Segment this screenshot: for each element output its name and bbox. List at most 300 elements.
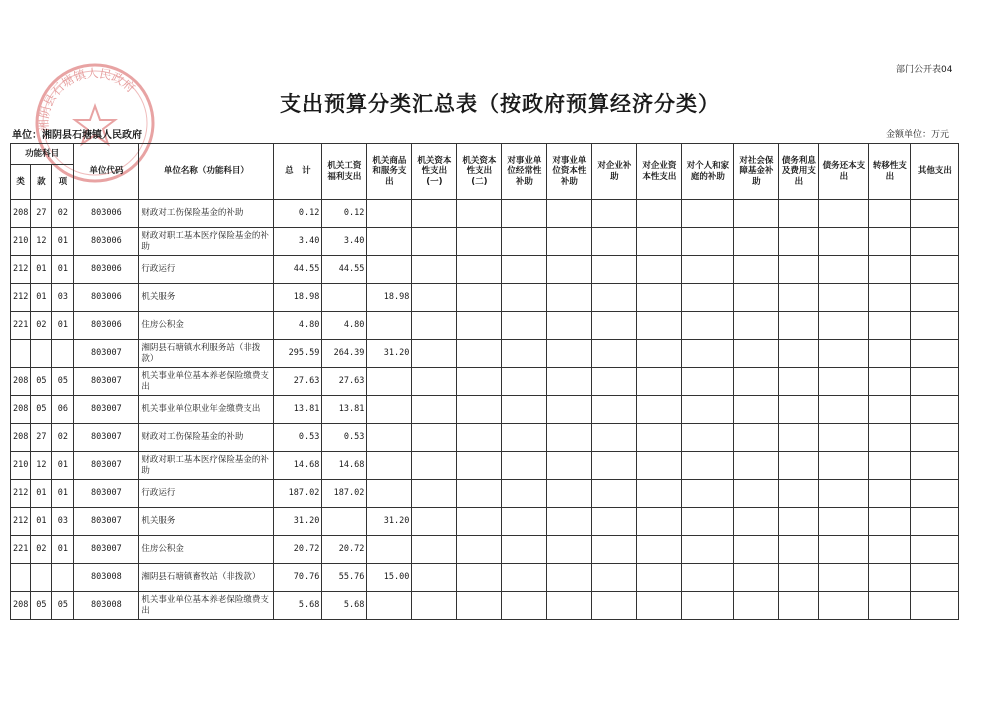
salary-cell: 27.63 — [322, 368, 367, 396]
code-cell: 803007 — [74, 396, 139, 424]
empty-cell — [779, 452, 819, 480]
empty-cell — [682, 508, 734, 536]
kuan-cell — [31, 564, 52, 592]
empty-cell — [457, 564, 502, 592]
table-row — [11, 452, 959, 480]
empty-cell — [779, 480, 819, 508]
empty-cell — [547, 340, 592, 368]
empty-cell — [412, 340, 457, 368]
kuan-cell: 01 — [31, 508, 52, 536]
total-cell: 70.76 — [274, 564, 322, 592]
kuan-cell: 27 — [31, 200, 52, 228]
empty-cell — [734, 284, 779, 312]
salary-cell: 44.55 — [322, 256, 367, 284]
lei-cell: 212 — [11, 256, 31, 284]
name-cell: 机关服务 — [139, 284, 274, 312]
total-cell: 0.12 — [274, 200, 322, 228]
col-header: 对企业资本性支出 — [637, 144, 682, 200]
empty-cell — [734, 564, 779, 592]
empty-cell — [547, 396, 592, 424]
xiang-cell: 05 — [52, 368, 74, 396]
goods-cell: 15.00 — [367, 564, 412, 592]
empty-cell — [911, 312, 959, 340]
empty-cell — [911, 256, 959, 284]
empty-cell — [682, 480, 734, 508]
empty-cell — [547, 592, 592, 620]
code-cell: 803008 — [74, 592, 139, 620]
empty-cell — [682, 340, 734, 368]
empty-cell — [682, 200, 734, 228]
empty-cell — [779, 396, 819, 424]
empty-cell — [412, 508, 457, 536]
col-header: 机关工资福利支出 — [322, 144, 367, 200]
empty-cell — [457, 424, 502, 452]
empty-cell — [682, 452, 734, 480]
empty-cell — [502, 200, 547, 228]
empty-cell — [412, 284, 457, 312]
table-body — [11, 200, 959, 620]
empty-cell — [869, 452, 911, 480]
empty-cell — [502, 592, 547, 620]
goods-cell — [367, 256, 412, 284]
svg-text:湘阴县石塘镇人民政府: 湘阴县石塘镇人民政府 — [36, 66, 138, 132]
goods-cell — [367, 396, 412, 424]
empty-cell — [592, 452, 637, 480]
empty-cell — [637, 424, 682, 452]
empty-cell — [911, 368, 959, 396]
empty-cell — [592, 312, 637, 340]
empty-cell — [869, 256, 911, 284]
unit-label: 单位：湘阴县石塘镇人民政府 — [12, 130, 142, 141]
empty-cell — [547, 564, 592, 592]
lei-cell: 212 — [11, 480, 31, 508]
empty-cell — [637, 340, 682, 368]
empty-cell — [457, 480, 502, 508]
col-header: 对事业单位经常性补助 — [502, 144, 547, 200]
empty-cell — [734, 452, 779, 480]
total-cell: 27.63 — [274, 368, 322, 396]
empty-cell — [502, 368, 547, 396]
empty-cell — [502, 340, 547, 368]
empty-cell — [779, 536, 819, 564]
empty-cell — [869, 480, 911, 508]
empty-cell — [592, 200, 637, 228]
total-cell: 44.55 — [274, 256, 322, 284]
empty-cell — [819, 340, 869, 368]
total-cell: 4.80 — [274, 312, 322, 340]
empty-cell — [819, 284, 869, 312]
xiang-cell: 01 — [52, 228, 74, 256]
empty-cell — [592, 424, 637, 452]
empty-cell — [869, 312, 911, 340]
salary-cell — [322, 284, 367, 312]
xiang-cell: 05 — [52, 592, 74, 620]
goods-cell — [367, 424, 412, 452]
name-cell: 住房公积金 — [139, 312, 274, 340]
empty-cell — [819, 368, 869, 396]
code-header: 单位代码 — [74, 144, 139, 200]
name-cell: 财政对工伤保险基金的补助 — [139, 200, 274, 228]
empty-cell — [592, 368, 637, 396]
kuan-cell: 12 — [31, 452, 52, 480]
empty-cell — [911, 536, 959, 564]
empty-cell — [502, 312, 547, 340]
empty-cell — [502, 564, 547, 592]
col-header: 转移性支出 — [869, 144, 911, 200]
goods-cell — [367, 536, 412, 564]
xiang-cell: 01 — [52, 536, 74, 564]
col-header: 机关资本性支出(二) — [457, 144, 502, 200]
empty-cell — [457, 396, 502, 424]
empty-cell — [869, 536, 911, 564]
empty-cell — [637, 452, 682, 480]
empty-cell — [592, 480, 637, 508]
empty-cell — [682, 424, 734, 452]
empty-cell — [869, 564, 911, 592]
empty-cell — [779, 200, 819, 228]
empty-cell — [734, 256, 779, 284]
total-cell: 3.40 — [274, 228, 322, 256]
name-cell: 机关事业单位基本养老保险缴费支出 — [139, 592, 274, 620]
code-cell: 803006 — [74, 228, 139, 256]
xiang-cell: 06 — [52, 396, 74, 424]
salary-cell: 3.40 — [322, 228, 367, 256]
xiang-cell: 02 — [52, 424, 74, 452]
kuan-cell: 01 — [31, 256, 52, 284]
salary-cell: 20.72 — [322, 536, 367, 564]
empty-cell — [682, 592, 734, 620]
goods-cell: 31.20 — [367, 340, 412, 368]
table-row — [11, 396, 959, 424]
table-row — [11, 284, 959, 312]
col-header: 对个人和家庭的补助 — [682, 144, 734, 200]
salary-cell: 0.53 — [322, 424, 367, 452]
empty-cell — [457, 284, 502, 312]
kuan-cell: 02 — [31, 312, 52, 340]
kuan-cell: 05 — [31, 368, 52, 396]
empty-cell — [637, 228, 682, 256]
code-cell: 803006 — [74, 200, 139, 228]
empty-cell — [412, 200, 457, 228]
xiang-cell: 01 — [52, 256, 74, 284]
kuan-cell: 01 — [31, 480, 52, 508]
xiang-cell — [52, 564, 74, 592]
empty-cell — [734, 340, 779, 368]
kuan-cell: 27 — [31, 424, 52, 452]
name-cell: 住房公积金 — [139, 536, 274, 564]
col-header: 机关资本性支出(一) — [412, 144, 457, 200]
col-header: 债务还本支出 — [819, 144, 869, 200]
lei-cell: 208 — [11, 424, 31, 452]
goods-cell — [367, 200, 412, 228]
lei-cell: 208 — [11, 200, 31, 228]
empty-cell — [869, 592, 911, 620]
name-cell: 湘阴县石塘镇畜牧站（非拨款） — [139, 564, 274, 592]
empty-cell — [779, 312, 819, 340]
empty-cell — [779, 508, 819, 536]
empty-cell — [819, 508, 869, 536]
empty-cell — [592, 228, 637, 256]
empty-cell — [457, 592, 502, 620]
code-cell: 803007 — [74, 480, 139, 508]
empty-cell — [911, 508, 959, 536]
table-row — [11, 536, 959, 564]
xiang-header: 项 — [52, 165, 74, 200]
empty-cell — [779, 424, 819, 452]
empty-cell — [911, 200, 959, 228]
lei-cell: 210 — [11, 228, 31, 256]
name-header: 单位名称（功能科目） — [139, 144, 274, 200]
empty-cell — [682, 228, 734, 256]
xiang-cell: 02 — [52, 200, 74, 228]
empty-cell — [682, 256, 734, 284]
empty-cell — [911, 228, 959, 256]
empty-cell — [412, 256, 457, 284]
kuan-cell — [31, 340, 52, 368]
empty-cell — [869, 200, 911, 228]
empty-cell — [682, 368, 734, 396]
xiang-cell: 01 — [52, 480, 74, 508]
col-header: 对事业单位资本性补助 — [547, 144, 592, 200]
func-subject-header: 功能科目 — [11, 144, 74, 165]
empty-cell — [502, 480, 547, 508]
empty-cell — [819, 396, 869, 424]
empty-cell — [592, 256, 637, 284]
empty-cell — [457, 508, 502, 536]
table-row — [11, 368, 959, 396]
empty-cell — [592, 396, 637, 424]
empty-cell — [869, 340, 911, 368]
empty-cell — [637, 480, 682, 508]
empty-cell — [734, 592, 779, 620]
empty-cell — [819, 424, 869, 452]
empty-cell — [592, 340, 637, 368]
goods-cell: 18.98 — [367, 284, 412, 312]
col-header: 其他支出 — [911, 144, 959, 200]
empty-cell — [637, 256, 682, 284]
name-cell: 行政运行 — [139, 480, 274, 508]
total-cell: 18.98 — [274, 284, 322, 312]
empty-cell — [547, 368, 592, 396]
empty-cell — [547, 256, 592, 284]
empty-cell — [592, 592, 637, 620]
empty-cell — [412, 480, 457, 508]
name-cell: 财政对职工基本医疗保险基金的补助 — [139, 228, 274, 256]
empty-cell — [547, 536, 592, 564]
lei-cell: 221 — [11, 536, 31, 564]
empty-cell — [502, 284, 547, 312]
empty-cell — [779, 368, 819, 396]
empty-cell — [637, 592, 682, 620]
kuan-cell: 02 — [31, 536, 52, 564]
empty-cell — [637, 396, 682, 424]
goods-cell — [367, 368, 412, 396]
goods-cell — [367, 592, 412, 620]
empty-cell — [412, 536, 457, 564]
lei-cell: 208 — [11, 368, 31, 396]
goods-cell — [367, 312, 412, 340]
empty-cell — [734, 368, 779, 396]
empty-cell — [779, 228, 819, 256]
empty-cell — [911, 396, 959, 424]
goods-cell — [367, 480, 412, 508]
total-cell: 5.68 — [274, 592, 322, 620]
col-header: 机关商品和服务支出 — [367, 144, 412, 200]
lei-cell: 210 — [11, 452, 31, 480]
salary-cell — [322, 508, 367, 536]
total-header: 总 计 — [274, 144, 322, 200]
empty-cell — [734, 200, 779, 228]
col-header: 对企业补助 — [592, 144, 637, 200]
empty-cell — [682, 536, 734, 564]
empty-cell — [734, 508, 779, 536]
empty-cell — [819, 564, 869, 592]
code-cell: 803007 — [74, 424, 139, 452]
salary-cell: 187.02 — [322, 480, 367, 508]
empty-cell — [502, 508, 547, 536]
empty-cell — [547, 508, 592, 536]
total-cell: 295.59 — [274, 340, 322, 368]
name-cell: 行政运行 — [139, 256, 274, 284]
empty-cell — [547, 312, 592, 340]
empty-cell — [819, 200, 869, 228]
salary-cell: 4.80 — [322, 312, 367, 340]
empty-cell — [592, 564, 637, 592]
salary-cell: 55.76 — [322, 564, 367, 592]
empty-cell — [457, 452, 502, 480]
empty-cell — [637, 312, 682, 340]
lei-cell: 221 — [11, 312, 31, 340]
empty-cell — [637, 508, 682, 536]
empty-cell — [734, 228, 779, 256]
empty-cell — [682, 312, 734, 340]
total-cell: 31.20 — [274, 508, 322, 536]
empty-cell — [457, 536, 502, 564]
name-cell: 机关服务 — [139, 508, 274, 536]
empty-cell — [592, 536, 637, 564]
kuan-cell: 05 — [31, 396, 52, 424]
empty-cell — [502, 452, 547, 480]
name-cell: 湘阴县石塘镇水利服务站（非拨款） — [139, 340, 274, 368]
empty-cell — [819, 592, 869, 620]
empty-cell — [819, 228, 869, 256]
kuan-cell: 12 — [31, 228, 52, 256]
empty-cell — [819, 256, 869, 284]
total-cell: 20.72 — [274, 536, 322, 564]
table-row — [11, 312, 959, 340]
code-cell: 803006 — [74, 312, 139, 340]
empty-cell — [547, 228, 592, 256]
kuan-cell: 05 — [31, 592, 52, 620]
kuan-header: 款 — [31, 165, 52, 200]
empty-cell — [457, 368, 502, 396]
goods-cell — [367, 228, 412, 256]
total-cell: 187.02 — [274, 480, 322, 508]
empty-cell — [457, 340, 502, 368]
empty-cell — [734, 536, 779, 564]
empty-cell — [779, 340, 819, 368]
empty-cell — [547, 424, 592, 452]
empty-cell — [457, 312, 502, 340]
empty-cell — [911, 564, 959, 592]
name-cell: 财政对工伤保险基金的补助 — [139, 424, 274, 452]
code-cell: 803007 — [74, 536, 139, 564]
empty-cell — [592, 284, 637, 312]
empty-cell — [779, 284, 819, 312]
empty-cell — [502, 396, 547, 424]
empty-cell — [412, 592, 457, 620]
table-row — [11, 480, 959, 508]
empty-cell — [869, 284, 911, 312]
empty-cell — [819, 480, 869, 508]
empty-cell — [457, 200, 502, 228]
empty-cell — [734, 312, 779, 340]
code-cell: 803006 — [74, 256, 139, 284]
empty-cell — [911, 284, 959, 312]
empty-cell — [734, 424, 779, 452]
xiang-cell: 03 — [52, 508, 74, 536]
table-row — [11, 564, 959, 592]
lei-cell: 212 — [11, 284, 31, 312]
form-number: 部门公开表04 — [896, 65, 953, 75]
empty-cell — [869, 508, 911, 536]
page-title: 支出预算分类汇总表（按政府预算经济分类） — [280, 92, 720, 116]
empty-cell — [502, 228, 547, 256]
empty-cell — [412, 396, 457, 424]
empty-cell — [819, 536, 869, 564]
empty-cell — [547, 452, 592, 480]
empty-cell — [502, 424, 547, 452]
empty-cell — [869, 368, 911, 396]
empty-cell — [412, 564, 457, 592]
empty-cell — [869, 228, 911, 256]
code-cell: 803007 — [74, 340, 139, 368]
lei-cell: 208 — [11, 396, 31, 424]
money-unit: 金额单位：万元 — [886, 130, 950, 140]
table-row — [11, 508, 959, 536]
empty-cell — [412, 312, 457, 340]
lei-header: 类 — [11, 165, 31, 200]
total-cell: 0.53 — [274, 424, 322, 452]
empty-cell — [547, 480, 592, 508]
empty-cell — [911, 480, 959, 508]
code-cell: 803007 — [74, 368, 139, 396]
code-cell: 803008 — [74, 564, 139, 592]
code-cell: 803006 — [74, 284, 139, 312]
empty-cell — [869, 424, 911, 452]
name-cell: 机关事业单位职业年金缴费支出 — [139, 396, 274, 424]
empty-cell — [637, 564, 682, 592]
lei-cell — [11, 340, 31, 368]
goods-cell — [367, 452, 412, 480]
empty-cell — [911, 424, 959, 452]
empty-cell — [457, 228, 502, 256]
empty-cell — [412, 228, 457, 256]
code-cell: 803007 — [74, 508, 139, 536]
budget-table — [10, 143, 959, 620]
empty-cell — [682, 396, 734, 424]
table-row — [11, 200, 959, 228]
salary-cell: 264.39 — [322, 340, 367, 368]
empty-cell — [911, 592, 959, 620]
salary-cell: 5.68 — [322, 592, 367, 620]
empty-cell — [637, 284, 682, 312]
table-row — [11, 340, 959, 368]
col-header: 对社会保障基金补助 — [734, 144, 779, 200]
empty-cell — [457, 256, 502, 284]
table-row — [11, 256, 959, 284]
empty-cell — [911, 340, 959, 368]
